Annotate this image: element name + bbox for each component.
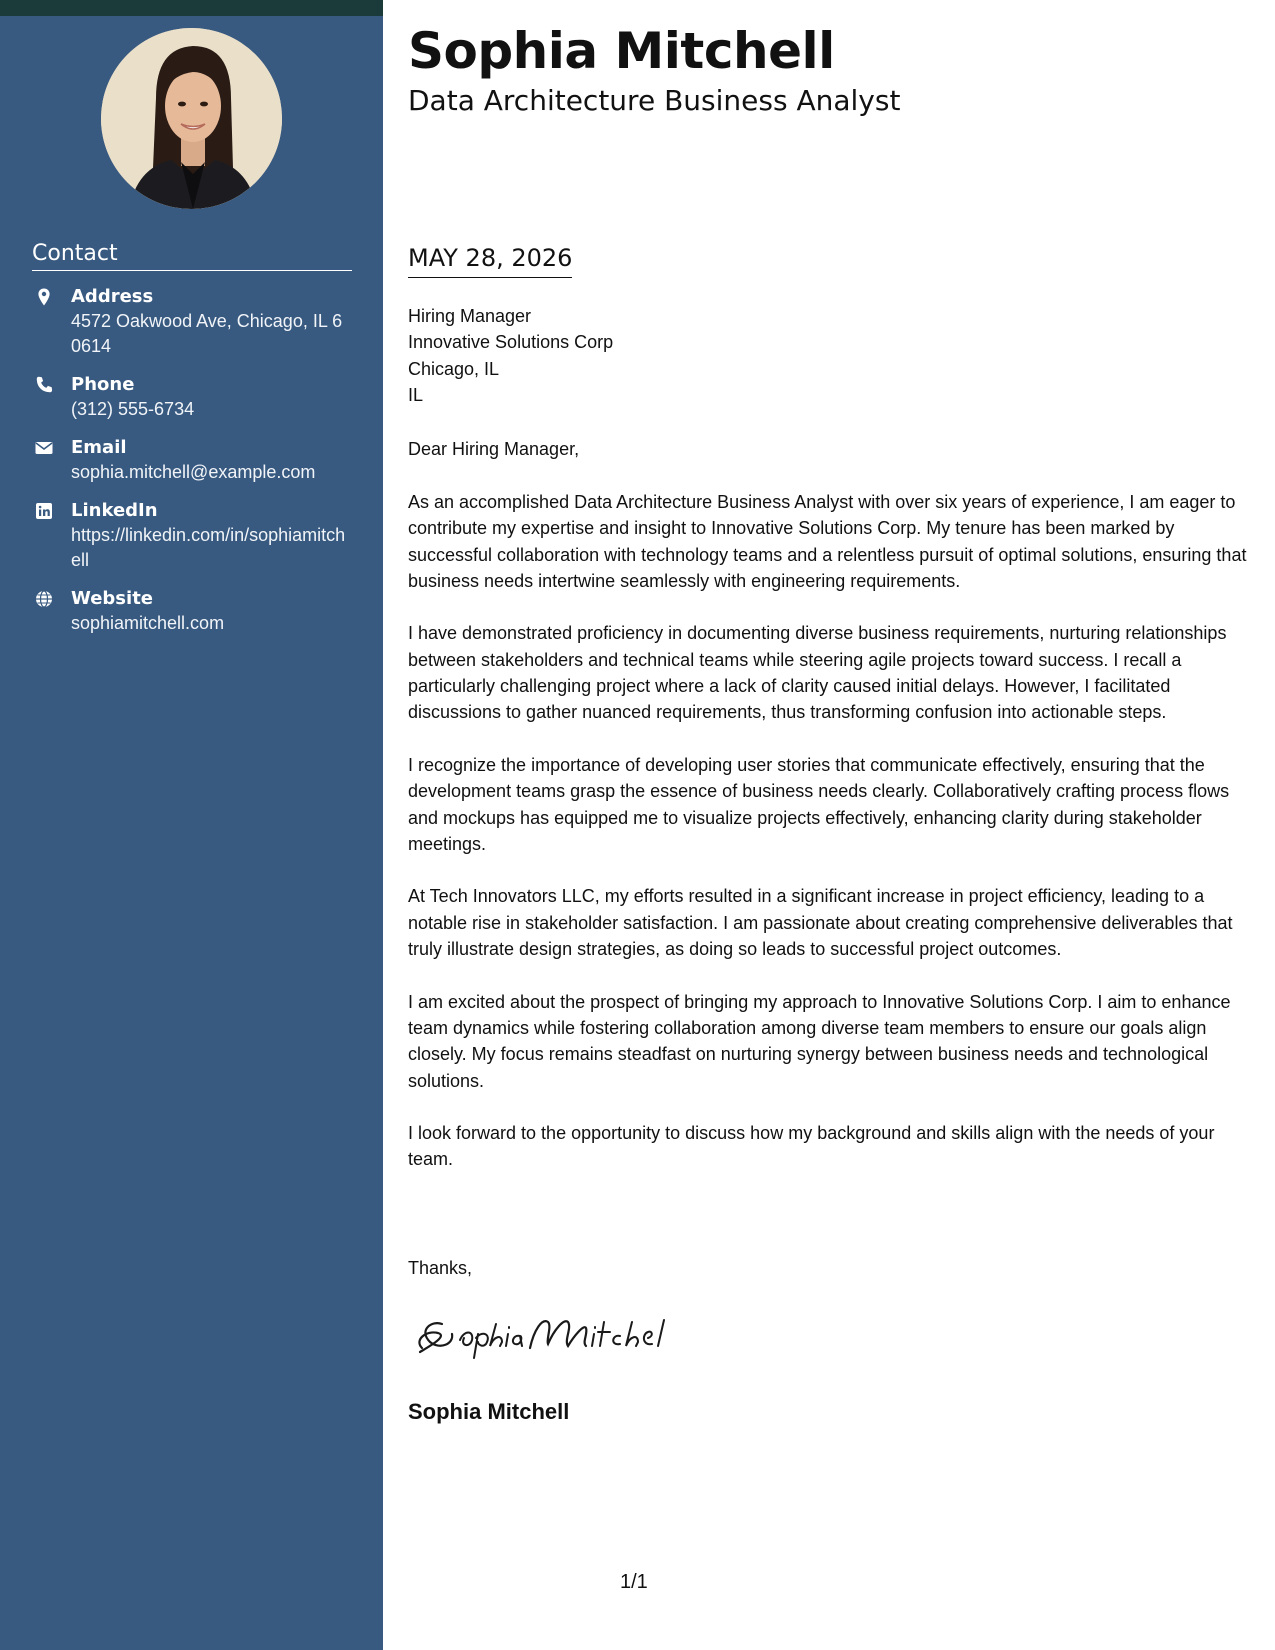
paragraph: As an accomplished Data Architecture Business Analyst with over six years of experience, I am eager to contribute my expertise and insight to Innovative Solutions Corp. My tenure has been marked by successful collaboration with technology teams and a relentless pursuit of optimal solutions, ensuring that business needs intertwine seamlessly with engineering requirements. [408,492,1247,591]
contact-value-phone: (312) 555-6734 [71,399,195,419]
paragraph: I am excited about the prospect of bringing my approach to Innovative Solutions Corp. I aim to enhance team dynamics while fostering collaboration among diverse team members to ensure our goals align closely. My focus remains steadfast on nurturing synergy between business needs and technological solutions. [408,991,1231,1091]
contact-item-website [32,587,352,636]
letter-body [408,0,1253,1650]
paragraph: I look forward to the opportunity to discuss how my background and skills align with the needs of your team. [408,1123,1215,1170]
map-pin-icon [35,288,53,306]
globe-icon [35,590,53,608]
sidebar-top-bar [0,0,383,16]
contact-value-email[interactable]: sophia.mitchell@example.com [71,462,316,482]
contact-label-email: Email [71,437,127,458]
contact-item-email [32,436,352,485]
linkedin-icon [35,502,53,520]
contact-value-website[interactable]: sophiamitchell.com [71,613,225,633]
page-title: Sophia Mitchell [408,22,835,80]
contact-item-address [32,285,352,359]
contact-item-linkedin [32,499,352,573]
contact-label-website: Website [71,588,154,609]
contact-label-address: Address [71,286,154,307]
recipient-line: Chicago, IL [408,358,500,379]
contact-value-linkedin[interactable]: https://linkedin.com/in/sophiamitchell [71,525,346,570]
job-title: Data Architecture Business Analyst [408,84,901,117]
contact-label-linkedin: LinkedIn [71,500,158,521]
sidebar [0,0,383,1650]
envelope-icon [35,439,53,457]
contact-list [32,285,352,650]
closing: Thanks, [408,1258,473,1278]
page-number: 1/1 [620,1571,648,1593]
letter-paragraphs [408,489,1253,1199]
recipient-line: IL [408,384,424,405]
signer-name: Sophia Mitchell [408,1399,570,1424]
recipient-block [408,303,613,408]
signature-image [408,1300,668,1360]
salutation: Dear Hiring Manager, [408,439,580,459]
contact-label-phone: Phone [71,374,135,395]
recipient-line: Hiring Manager [408,306,532,326]
contact-heading: Contact [32,241,352,271]
paragraph: At Tech Innovators LLC, my efforts resulted in a significant increase in project efficiency, leading to a notable rise in stakeholder satisfaction. I am passionate about creating comprehensive deliverables that truly illustrate design strategies, as doing so leads to successful project outcomes. [408,886,1233,960]
contact-value-address: 4572 Oakwood Ave, Chicago, IL 60614 [71,311,343,356]
contact-item-phone [32,373,352,422]
recipient-line: Innovative Solutions Corp [408,332,614,353]
paragraph: I have demonstrated proficiency in documenting diverse business requirements, nurturing relationships between stakeholders and technical teams while steering agile projects toward success. I recall a particularly challenging project where a lack of clarity caused initial delays. However, I facilitated discussions to gather nuanced requirements, thus transforming confusion into actionable steps. [408,623,1227,723]
paragraph: I recognize the importance of developing user stories that communicate effectively, ensuring that the development teams grasp the essence of business needs clearly. Collaboratively crafting process flows and mockups has equipped me to visualize projects effectively, enhancing clarity during stakeholder meetings. [408,754,1230,854]
phone-icon [35,376,53,394]
avatar [101,28,282,209]
letter-date: MAY 28, 2026 [408,244,572,278]
